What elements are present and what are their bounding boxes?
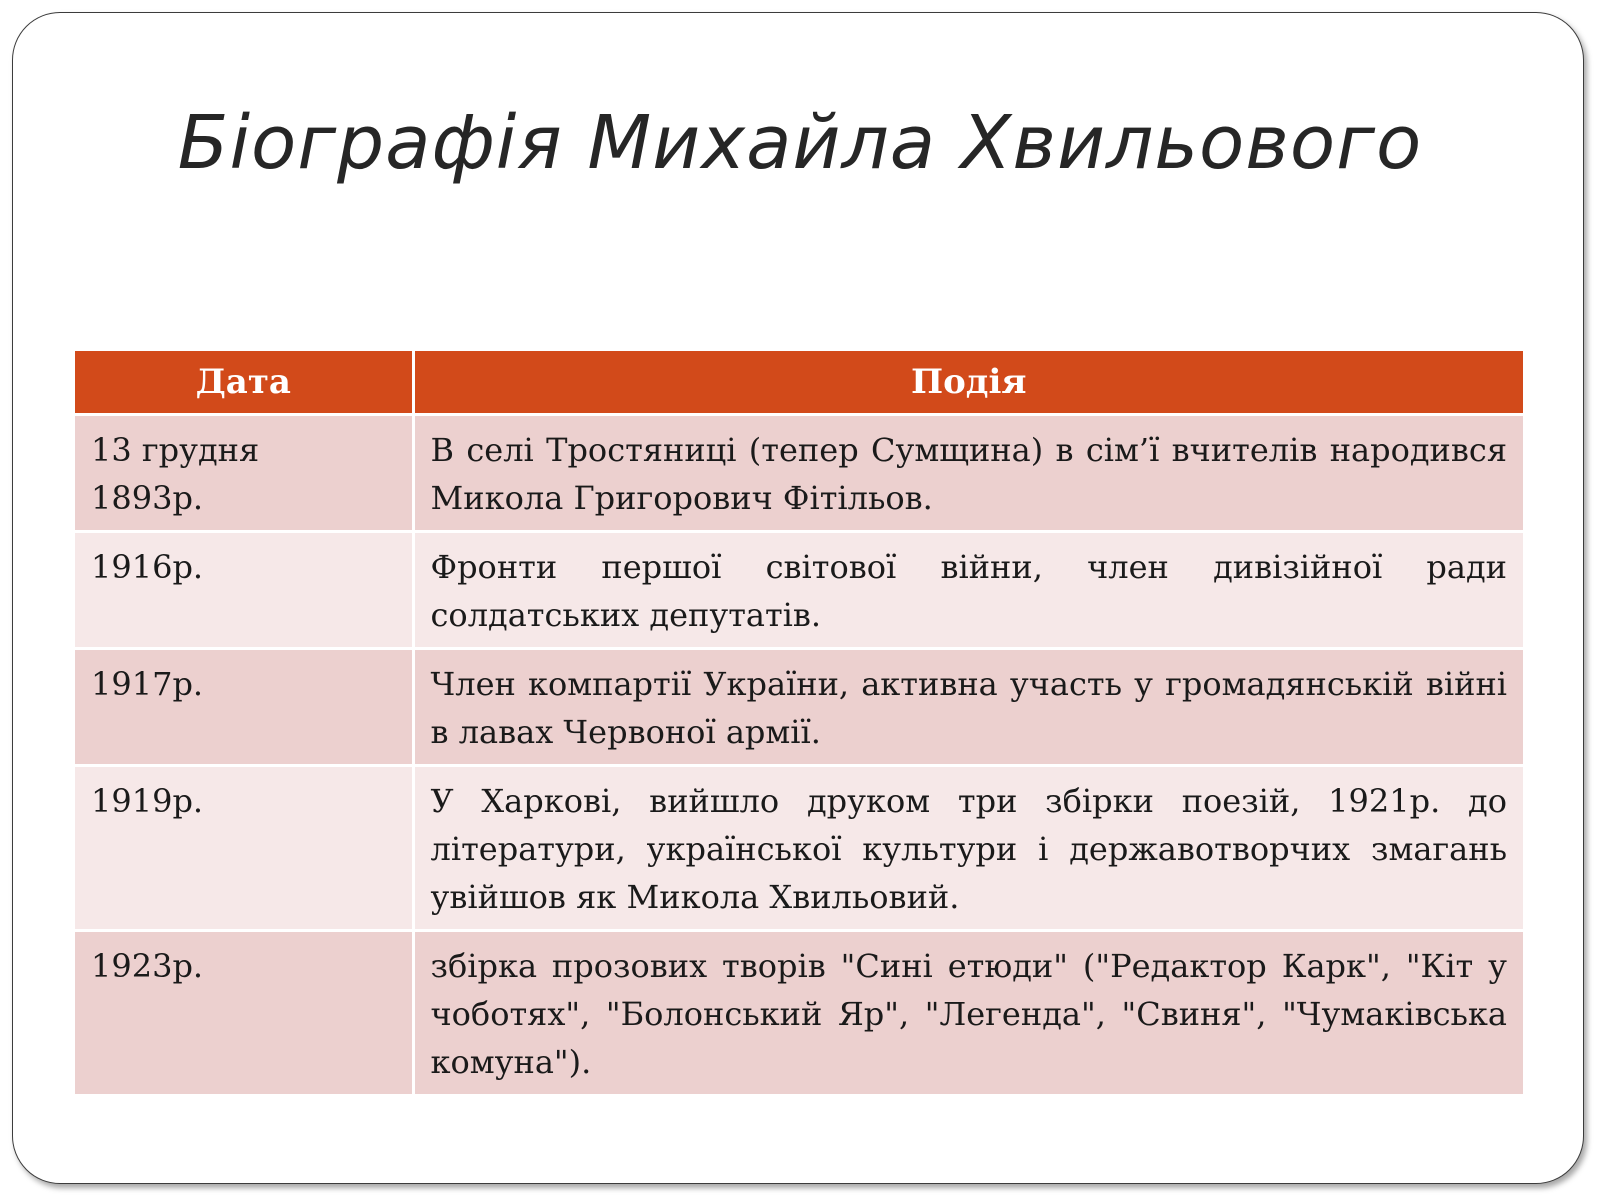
row-date: 1917р. [75, 649, 413, 766]
table-row [75, 931, 1523, 1096]
row-date: 1916р. [75, 532, 413, 649]
table-row [75, 649, 1523, 766]
table-row [75, 766, 1523, 931]
row-event: збірка прозових творів "Сині етюди" ("Редактор Карк", "Кіт у чоботях", "Болонський Яр", "Легенда", "Свиня", "Чумаківська комуна"). [413, 931, 1523, 1096]
row-event: Член компартії України, активна участь у громадянській війні в лавах Червоної армії. [413, 649, 1523, 766]
row-date: 1923р. [75, 931, 413, 1096]
table-row [75, 415, 1523, 532]
row-event: В селі Тростяниці (тепер Сумщина) в сім’ї вчителів народився Микола Григорович Фітільов. [413, 415, 1523, 532]
row-date: 13 грудня 1893р. [75, 415, 413, 532]
row-event: Фронти першої світової війни, член дивізійної ради солдатських депутатів. [413, 532, 1523, 649]
row-event: У Харкові, вийшло друком три збірки поезій, 1921р. до літератури, української культури і державотворчих змагань увійшов як Микола Хвильовий. [413, 766, 1523, 931]
table-row [75, 532, 1523, 649]
biography-table [75, 351, 1523, 1097]
slide-title: Біографія Михайла Хвильового [177, 100, 1423, 186]
header-date: Дата [75, 351, 413, 415]
header-event: Подія [413, 351, 1523, 415]
row-date: 1919р. [75, 766, 413, 931]
table-header-row [75, 351, 1523, 415]
